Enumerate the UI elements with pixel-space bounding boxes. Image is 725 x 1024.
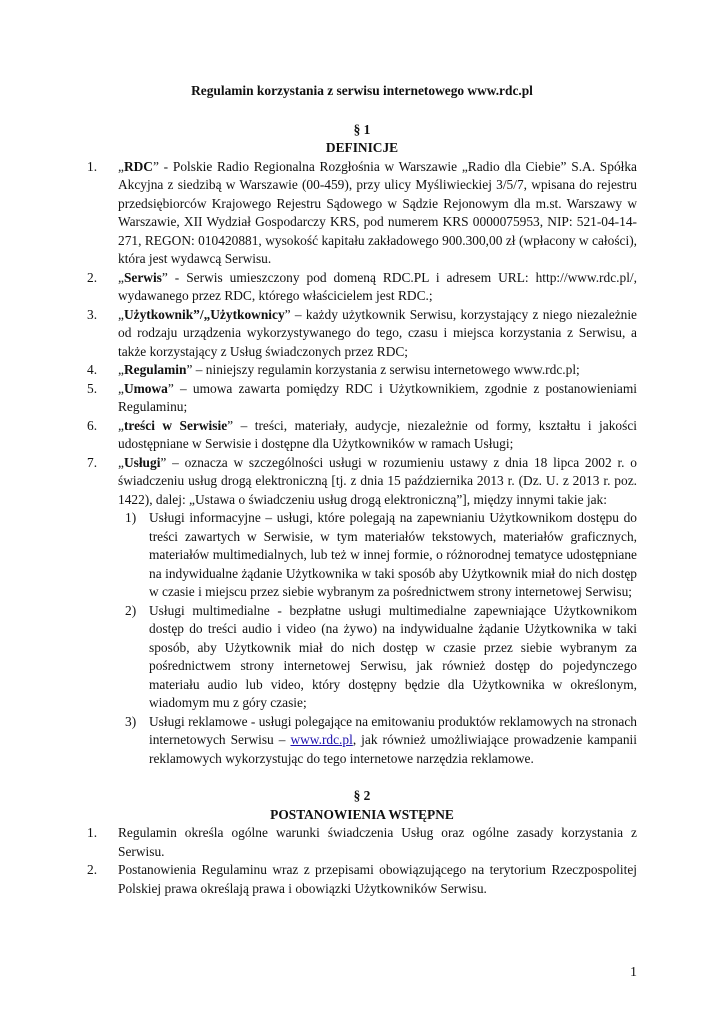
provision-item: 2. Postanowienia Regulaminu wraz z przepisami obowiązującego na terytorium Rzeczpospolitej Polskiej prawa określają prawa i obowiązki Użytkowników Serwisu. <box>87 862 637 896</box>
section-2-number: § 2 <box>353 788 371 803</box>
definition-item: 2. „Serwis” - Serwis umieszczony pod domeną RDC.PL i adresem URL: http://www.rdc.pl/, wydawanego przez RDC, którego właścicielem jest RDC.; <box>87 269 637 303</box>
definition-term: Użytkownik”/„Użytkownicy <box>123 306 285 322</box>
definition-text: - Serwis umieszczony pod domeną RDC.PL i adresem URL: http://www.rdc.pl/, wydawanego przez RDC, którego właścicielem jest RDC.; <box>118 269 637 303</box>
definition-item: 1. „RDC” - Polskie Radio Regionalna Rozgłośnia w Warszawie „Radio dla Ciebie” S.A. Spółka Akcyjna z siedzibą w Warszawie (00-459), przy ulicy Myśliwieckiej 3/5/7, wpisana do rejestru przedsiębiorców Krajowego Rejestru Sądowego w Sądzie Rejonowym dla m.st. Warszawy w Warszawie, XII Wydział Gospodarczy KRS, pod numerem KRS 0000075953, NIP: 521-04-14-271, REGON: 010420881, wysokość kapitału zakładowego 900.300,00 zł (wpłacony w całości), która jest wydawcą Serwisu. <box>87 158 637 266</box>
definition-text: - Polskie Radio Regionalna Rozgłośnia w Warszawie „Radio dla Ciebie” S.A. Spółka Akcyjna z siedzibą w Warszawie (00-459), przy ulicy Myśliwieckiej 3/5/7, wpisana do rejestru przedsiębiorców Krajowego Rejestru Sądowego w Sądzie Rejonowym dla m.st. Warszawy w Warszawie, XII Wydział Gospodarczy KRS, pod numerem KRS 0000075953, NIP: 521-04-14-271, REGON: 010420881, wysokość kapitału zakładowego 900.300,00 zł (wpłacony w całości), która jest wydawcą Serwisu. <box>118 158 637 266</box>
definition-item: 4. „Regulamin” – niniejszy regulamin korzystania z serwisu internetowego www.rdc.pl; <box>87 362 580 377</box>
definition-item: 6. „treści w Serwisie” – treści, materiały, audycje, niezależnie od formy, kształtu i jakości udostępniane w Serwisie i dostępne dla Użytkowników w ramach Usługi; <box>87 417 637 451</box>
definition-text: – umowa zawarta pomiędzy RDC i Użytkownikiem, zgodnie z postanowieniami Regulaminu; <box>118 380 637 414</box>
definition-term: Serwis <box>123 269 162 285</box>
section-1-number: § 1 <box>353 121 371 137</box>
section-2-heading: POSTANOWIENIA WSTĘPNE <box>270 806 454 822</box>
definition-text: – niniejszy regulamin korzystania z serwisu internetowego www.rdc.pl; <box>192 362 580 377</box>
rdc-website-link[interactable]: www.rdc.pl <box>290 732 353 747</box>
definition-item: 3. „Użytkownik”/„Użytkownicy” – każdy użytkownik Serwisu, korzystający z niego niezależnie od rodzaju urządzenia wykorzystywanego do tego, czasu i miejsca korzystania z Serwisu, a także korzystający z Usług świadczonych przez RDC; <box>87 306 637 359</box>
definition-term: Umowa <box>123 380 168 396</box>
service-subitem: 3) Usługi reklamowe - usługi polegające na emitowaniu produktów reklamowych na stronach internetowych Serwisu – www.rdc.pl, jak również umożliwiające prowadzenie kampanii reklamowych wykorzystując do tego internetowe narzędzia reklamowe. <box>125 713 638 766</box>
definition-item: 7. „Usługi” – oznacza w szczególności usługi w rozumieniu ustawy z dnia 18 lipca 2002 r. o świadczeniu usług drogą elektroniczną [tj. z dnia 15 października 2013 r. (Dz. U. z 2013 r. poz. 1422), dalej: „Ustawa o świadczeniu usług drogą elektroniczną”], między innymi takie jak: <box>87 454 637 507</box>
definition-text: – każdy użytkownik Serwisu, korzystający z niego niezależnie od rodzaju urządzenia wykorzystywanego do tego, czasu i miejsca korzystania z Serwisu, a także korzystający z Usług świadczonych przez RDC; <box>118 306 637 359</box>
document-page <box>87 82 637 898</box>
definition-item: 5. „Umowa” – umowa zawarta pomiędzy RDC i Użytkownikiem, zgodnie z postanowieniami Regulaminu; <box>87 380 637 414</box>
definition-term: RDC <box>123 158 153 174</box>
definition-term: treści w Serwisie <box>123 417 228 433</box>
service-subitem: 1) Usługi informacyjne – usługi, które polegają na zapewnianiu Użytkownikom dostępu do treści zawartych w Serwisie, w tym materiałów tekstowych, materiałów graficznych, materiałów multimedialnych, lub też w innej formie, o różnorodnej tematyce udostępniane na indywidualne żądanie Użytkownika w taki sposób aby Użytkownik miał do nich dostęp w czasie i miejscu przez siebie wybranym za pośrednictwem strony internetowej Serwisu; <box>125 510 637 599</box>
definition-text: – treści, materiały, audycje, niezależnie od formy, kształtu i jakości udostępniane w Serwisie i dostępne dla Użytkowników w ramach Usługi; <box>118 417 637 451</box>
document-title: Regulamin korzystania z serwisu internetowego www.rdc.pl <box>191 83 533 98</box>
section-1-heading: DEFINICJE <box>325 140 399 155</box>
page-number: 1 <box>630 965 637 980</box>
definition-term: Regulamin <box>123 362 187 377</box>
definitions-list <box>87 158 637 769</box>
definition-text: – oznacza w szczególności usługi w rozumieniu ustawy z dnia 18 lipca 2002 r. o świadczeniu usług drogą elektroniczną [tj. z dnia 15 października 2013 r. (Dz. U. z 2013 r. poz. 1422), dalej: „Ustawa o świadczeniu usług drogą elektroniczną”], między innymi takie jak: <box>118 454 637 507</box>
provision-item: 1. Regulamin określa ogólne warunki świadczenia Usług oraz ogólne zasady korzystania z Serwisu. <box>87 825 637 859</box>
service-subitem: 2) Usługi multimedialne - bezpłatne usługi multimedialne zapewniające Użytkownikom dostęp do treści audio i video (na żywo) na indywidualne żądanie Użytkownika w taki sposób, aby Użytkownik miał do nich dostęp w czasie przez siebie wybranym za pośrednictwem strony internetowej Serwisu, jak również dostęp do pojedynczego materiału audio lub video, który dostępny będzie dla Użytkownika w określonym, wiadomym mu z góry czasie; <box>125 602 637 710</box>
definition-term: Usługi <box>123 454 161 470</box>
